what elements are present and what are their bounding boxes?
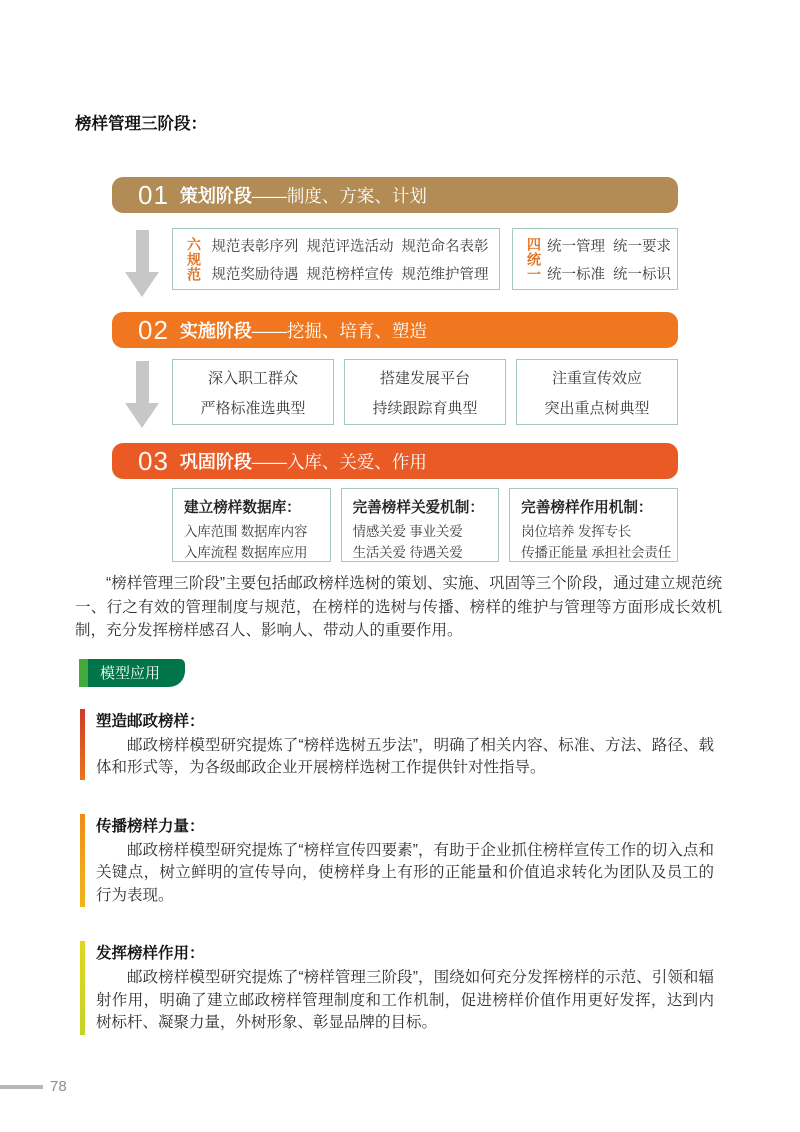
down-arrow-icon (125, 230, 159, 297)
box-line: 岗位培养 发挥专长 (521, 524, 632, 539)
arrow-column (112, 228, 172, 290)
section-shape-role-models (80, 709, 714, 780)
stage-3-detail-row (112, 488, 678, 562)
section-heading: 传播榜样力量： (96, 817, 205, 835)
measure-box-select (172, 359, 334, 425)
model-application-badge (79, 659, 185, 687)
six-norms-box (172, 228, 500, 290)
measure-box-publicize (516, 359, 678, 425)
badge-label: 模型应用 (88, 659, 185, 687)
section-accent-bar (80, 814, 85, 908)
unify-line: 统一管理 统一要求 (546, 238, 672, 255)
stage-1-banner (112, 177, 678, 213)
stage-3-number: 03 (138, 445, 169, 476)
measure-line: 持续跟踪育典型 (372, 399, 478, 417)
section-text (96, 941, 714, 1035)
stage-1-name: 策划阶段 (179, 186, 252, 206)
box-line: 生活关爱 待遇关爱 (352, 545, 463, 560)
measure-line: 搭建发展平台 (379, 369, 470, 387)
stage-2-name: 实施阶段 (179, 321, 252, 341)
section-accent-bar (80, 941, 85, 1035)
box-line: 入库范围 数据库内容 (184, 524, 308, 539)
badge-accent-strip (79, 659, 88, 687)
care-mechanism-box (341, 488, 500, 562)
section-heading: 发挥榜样作用： (96, 945, 205, 962)
four-unifications-box (512, 228, 678, 290)
down-arrow-icon (125, 361, 159, 428)
unify-line: 统一标准 统一标识 (546, 266, 672, 283)
measure-box-cultivate (344, 359, 506, 425)
stage-3-banner (112, 443, 678, 479)
page-number: 78 (50, 1078, 67, 1095)
section-exert-function (80, 941, 714, 1035)
measure-line: 深入职工群众 (207, 369, 298, 387)
arrow-shaft (136, 361, 149, 403)
six-norms-lines (201, 235, 499, 284)
stage-1-number: 01 (138, 179, 169, 210)
box-heading: 完善榜样关爱机制： (352, 500, 484, 516)
arrow-shaft (136, 230, 149, 272)
four-unifications-label: 四统一 (526, 236, 542, 282)
stage-3-boxes (172, 488, 678, 562)
box-line: 入库流程 数据库应用 (184, 545, 308, 560)
measure-line: 注重宣传效应 (551, 369, 642, 387)
measure-line: 突出重点树典型 (544, 399, 650, 417)
box-line: 传播正能量 承担社会责任 (521, 545, 672, 560)
section-heading: 塑造邮政榜样： (96, 712, 205, 730)
stage-1-boxes (172, 228, 678, 290)
norms-line: 规范表彰序列 规范评选活动 规范命名表彰 (211, 238, 489, 255)
stage-1-subtitle: ——制度、方案、计划 (251, 185, 427, 206)
page-title: 榜样管理三阶段： (75, 115, 207, 133)
stage-3-name: 巩固阶段 (179, 452, 252, 472)
section-accent-bar (80, 709, 85, 780)
page-footer (0, 1078, 67, 1095)
section-spread-power (80, 814, 714, 908)
stage-3-subtitle: ——入库、关爱、作用 (251, 451, 427, 472)
norms-line: 规范奖励待遇 规范榜样宣传 规范维护管理 (211, 266, 489, 283)
box-line: 情感关爱 事业关爱 (352, 524, 463, 539)
stage-2-banner (112, 312, 678, 348)
four-unifications-lines (541, 235, 677, 284)
stage-2-subtitle: ——挖掘、培育、塑造 (251, 320, 427, 341)
section-body: 邮政榜样模型研究提炼了“榜样选树五步法”，明确了相关内容、标准、方法、路径、载体和形式等，为各级邮政企业开展榜样选树工作提供针对性指导。 (96, 736, 714, 776)
measure-line: 严格标准选典型 (200, 399, 306, 417)
stage-2-number: 02 (138, 314, 169, 345)
section-body: 邮政榜样模型研究提炼了“榜样管理三阶段”，围绕如何充分发挥榜样的示范、引领和辐射作用，明确了建立邮政榜样管理制度和工作机制，促进榜样价值作用更好发挥，达到内树标杆、凝聚力量，外树形象、彰显品牌的目标。 (96, 969, 714, 1031)
arrow-column-empty (112, 488, 172, 562)
arrow-column (112, 359, 172, 425)
section-text (96, 709, 714, 780)
summary-paragraph: “榜样管理三阶段”主要包括邮政榜样选树的策划、实施、巩固等三个阶段，通过建立规范统一、行之有效的管理制度与规范，在榜样的选树与传播、榜样的维护与管理等方面形成长效机制，充分发挥榜样感召人、影响人、带动人的重要作用。 (75, 575, 722, 639)
arrow-head (125, 403, 159, 428)
stage-2-boxes (172, 359, 678, 425)
arrow-head (125, 272, 159, 297)
box-heading: 建立榜样数据库： (184, 500, 301, 516)
stage-1-detail-row (112, 228, 678, 290)
function-mechanism-box (509, 488, 678, 562)
stage-2-detail-row (112, 359, 678, 425)
six-norms-label: 六规范 (186, 236, 202, 282)
three-stage-diagram (112, 177, 678, 562)
footer-rule (0, 1085, 43, 1089)
section-body: 邮政榜样模型研究提炼了“榜样宣传四要素”，有助于企业抓住榜样宣传工作的切入点和关键点，树立鲜明的宣传导向，使榜样身上有形的正能量和价值追求转化为团队及员工的行为表现。 (96, 841, 714, 904)
section-text (96, 814, 714, 908)
box-heading: 完善榜样作用机制： (521, 500, 653, 516)
database-box (172, 488, 331, 562)
